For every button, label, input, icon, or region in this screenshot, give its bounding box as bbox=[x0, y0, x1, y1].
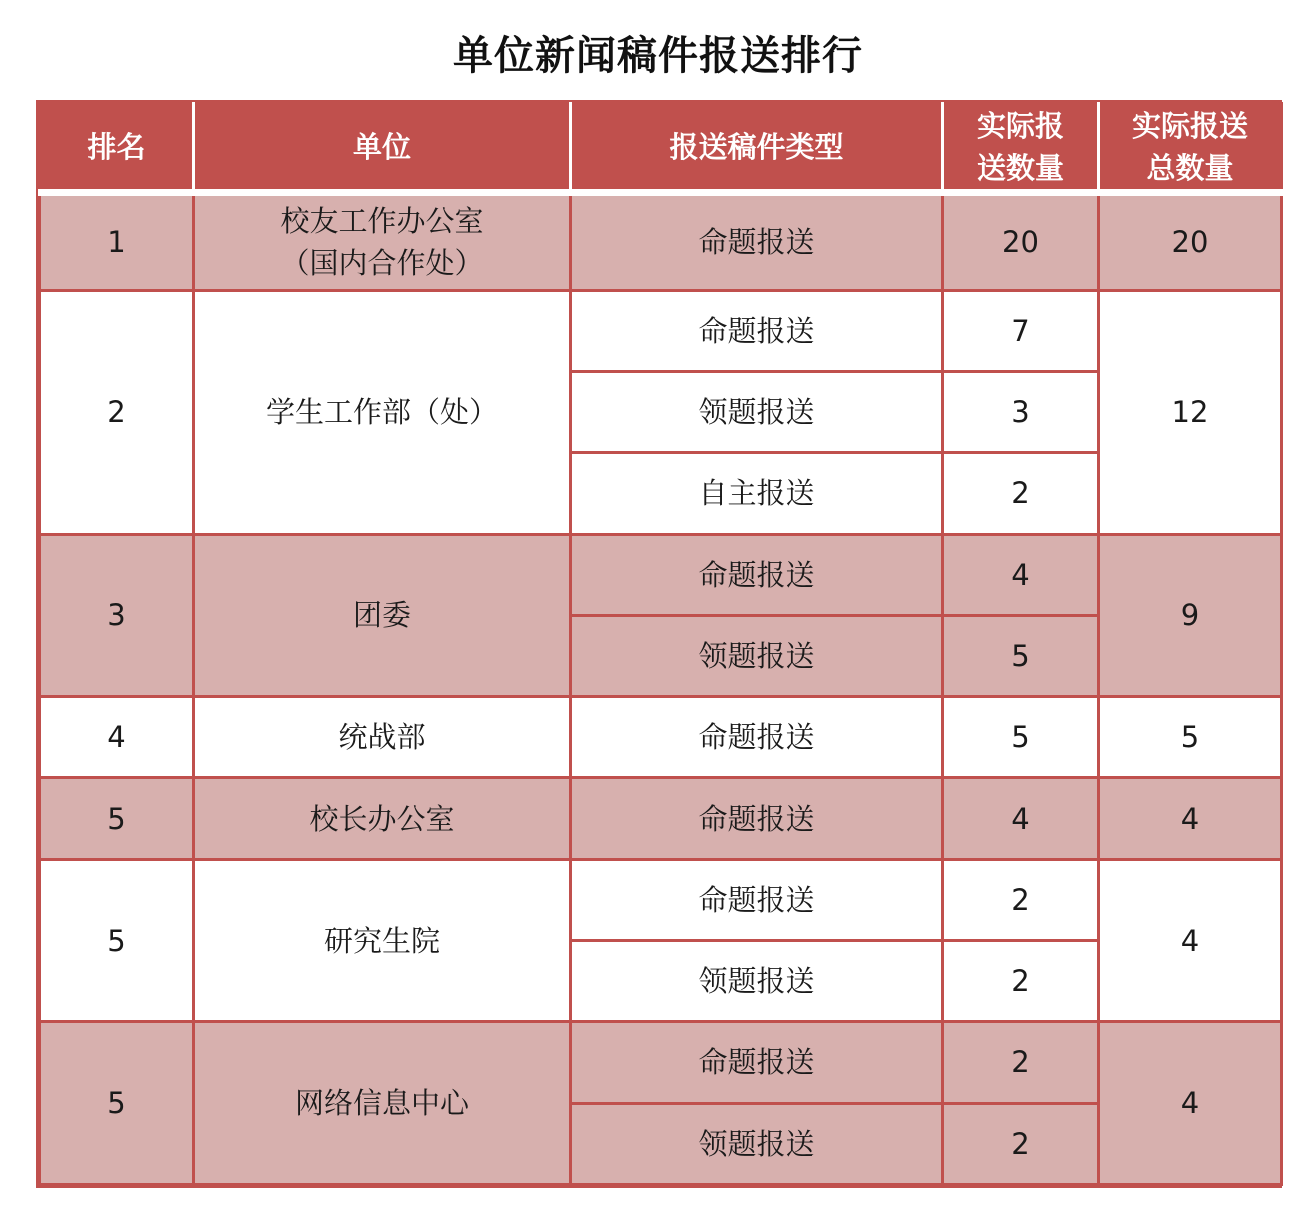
submission-type-cell: 命题报送 bbox=[571, 193, 943, 291]
actual-count-cell: 2 bbox=[943, 941, 1099, 1022]
actual-count-cell: 2 bbox=[943, 1103, 1099, 1184]
ranking-table-container bbox=[36, 100, 1282, 1188]
total-count-cell: 9 bbox=[1099, 534, 1282, 697]
header-rank: 排名 bbox=[40, 104, 194, 193]
rank-cell: 5 bbox=[40, 778, 194, 859]
header-actual-count-line1: 实际报 bbox=[976, 109, 1064, 143]
table-row bbox=[40, 534, 1282, 615]
unit-cell bbox=[194, 697, 571, 778]
rank-cell: 1 bbox=[40, 193, 194, 291]
total-count-cell: 4 bbox=[1099, 1022, 1282, 1185]
table-header-row bbox=[40, 104, 1282, 193]
actual-count-cell: 5 bbox=[943, 697, 1099, 778]
actual-count-cell: 4 bbox=[943, 534, 1099, 615]
submission-type-cell: 领题报送 bbox=[571, 1103, 943, 1184]
unit-name-line: 统战部 bbox=[338, 720, 426, 755]
header-actual-count bbox=[943, 104, 1099, 193]
unit-name-line: 学生工作部（处） bbox=[265, 395, 498, 430]
submission-type-cell: 领题报送 bbox=[571, 371, 943, 452]
submission-type-cell: 命题报送 bbox=[571, 1022, 943, 1103]
unit-cell bbox=[194, 193, 571, 291]
submission-type-cell: 命题报送 bbox=[571, 697, 943, 778]
rank-cell: 2 bbox=[40, 290, 194, 534]
actual-count-cell: 2 bbox=[943, 859, 1099, 940]
submission-type-cell: 命题报送 bbox=[571, 534, 943, 615]
actual-count-cell: 7 bbox=[943, 290, 1099, 371]
table-row bbox=[40, 290, 1282, 371]
header-total-count-line1: 实际报送 bbox=[1131, 109, 1248, 143]
header-actual-count-line2: 送数量 bbox=[976, 151, 1064, 186]
rank-cell: 3 bbox=[40, 534, 194, 697]
submission-type-cell: 领题报送 bbox=[571, 941, 943, 1022]
actual-count-cell: 5 bbox=[943, 615, 1099, 696]
actual-count-cell: 3 bbox=[943, 371, 1099, 452]
unit-name-line: 团委 bbox=[352, 598, 411, 633]
actual-count-cell: 4 bbox=[943, 778, 1099, 859]
header-unit: 单位 bbox=[194, 104, 571, 193]
header-total-count-line2: 总数量 bbox=[1146, 151, 1234, 186]
submission-type-cell: 命题报送 bbox=[571, 290, 943, 371]
table-row bbox=[40, 1022, 1282, 1103]
total-count-cell: 4 bbox=[1099, 778, 1282, 859]
table-row bbox=[40, 859, 1282, 940]
submission-type-cell: 领题报送 bbox=[571, 615, 943, 696]
rank-cell: 5 bbox=[40, 859, 194, 1022]
unit-cell bbox=[194, 859, 571, 1022]
unit-cell bbox=[194, 534, 571, 697]
page-title: 单位新闻稿件报送排行 bbox=[453, 32, 863, 79]
actual-count-cell: 2 bbox=[943, 1022, 1099, 1103]
table-row bbox=[40, 697, 1282, 778]
unit-cell bbox=[194, 290, 571, 534]
actual-count-cell: 20 bbox=[943, 193, 1099, 291]
submission-type-cell: 命题报送 bbox=[571, 859, 943, 940]
table-body bbox=[40, 193, 1282, 1185]
unit-cell bbox=[194, 778, 571, 859]
rank-cell: 4 bbox=[40, 697, 194, 778]
ranking-table bbox=[38, 102, 1283, 1186]
unit-cell bbox=[194, 1022, 571, 1185]
total-count-cell: 20 bbox=[1099, 193, 1282, 291]
unit-name-line: （国内合作处） bbox=[280, 246, 484, 281]
total-count-cell: 12 bbox=[1099, 290, 1282, 534]
total-count-cell: 4 bbox=[1099, 859, 1282, 1022]
unit-name-line: 网络信息中心 bbox=[294, 1086, 469, 1121]
unit-name-line: 研究生院 bbox=[323, 923, 440, 958]
unit-name-line: 校长办公室 bbox=[309, 801, 455, 836]
submission-type-cell: 命题报送 bbox=[571, 778, 943, 859]
total-count-cell: 5 bbox=[1099, 697, 1282, 778]
header-type: 报送稿件类型 bbox=[571, 104, 943, 193]
table-row bbox=[40, 193, 1282, 291]
submission-type-cell: 自主报送 bbox=[571, 453, 943, 534]
unit-name-line: 校友工作办公室 bbox=[280, 204, 484, 239]
actual-count-cell: 2 bbox=[943, 453, 1099, 534]
header-total-count bbox=[1099, 104, 1282, 193]
rank-cell: 5 bbox=[40, 1022, 194, 1185]
table-row bbox=[40, 778, 1282, 859]
